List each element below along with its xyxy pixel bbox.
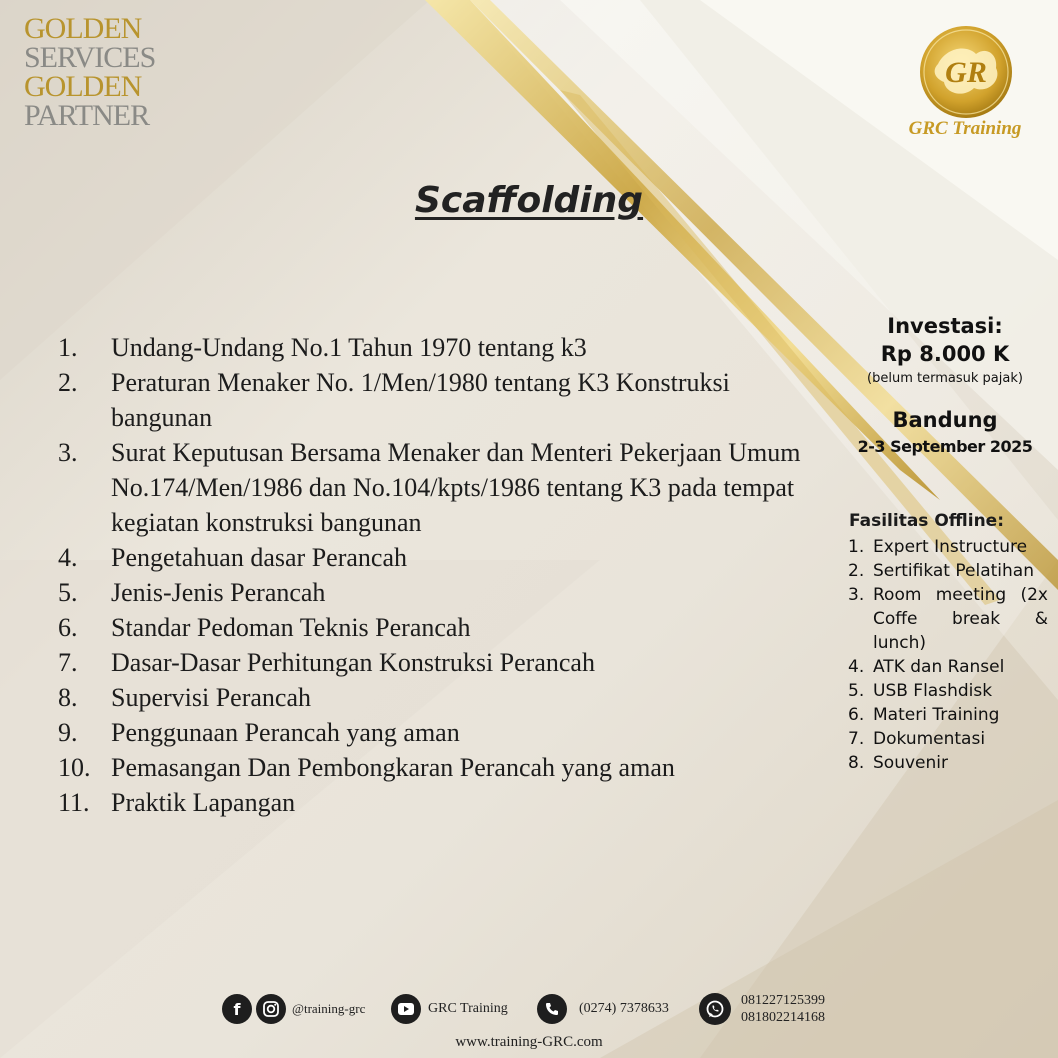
facility-text: Dokumentasi <box>873 729 986 749</box>
website-link[interactable]: www.training-GRC.com <box>455 1034 603 1050</box>
topic-number: 9. <box>58 718 78 747</box>
golden-services-brand <box>24 14 155 130</box>
brand-line-2: SERVICES <box>24 41 156 74</box>
whatsapp-number-2[interactable]: 081802214168 <box>741 1010 825 1025</box>
topic-number: 11. <box>58 788 90 817</box>
topic-number: 4. <box>58 543 78 572</box>
topic-text: Jenis-Jenis Perancah <box>111 578 326 607</box>
whatsapp-icon[interactable] <box>699 993 731 1025</box>
topic-number: 8. <box>58 683 78 712</box>
facility-number: 5. <box>848 681 865 701</box>
topic-item <box>58 715 828 750</box>
investment-note: (belum termasuk pajak) <box>867 371 1023 386</box>
topic-item <box>58 785 828 820</box>
facility-number: 8. <box>848 753 865 773</box>
facility-number: 1. <box>848 537 865 557</box>
topic-number: 7. <box>58 648 78 677</box>
grc-training-logo-text: GRC Training <box>908 118 1022 139</box>
topic-text: Supervisi Perancah <box>111 683 312 712</box>
topic-list <box>58 330 828 820</box>
grc-globe-logo-icon <box>916 24 1016 120</box>
topic-item <box>58 750 828 785</box>
topic-item <box>58 435 828 540</box>
topic-text: Pemasangan Dan Pembongkaran Perancah yang aman <box>111 753 675 782</box>
facility-text: Materi Training <box>873 705 1000 725</box>
facility-item <box>848 751 1048 775</box>
facilities-title: Fasilitas Offline: <box>849 511 1005 531</box>
facility-text: Sertifikat Pelatihan <box>873 561 1034 581</box>
topic-item <box>58 330 828 365</box>
topic-text: Undang-Undang No.1 Tahun 1970 tentang k3 <box>111 333 587 362</box>
topic-number: 3. <box>58 438 78 467</box>
brand-line-1: GOLDEN <box>24 12 142 45</box>
topic-text: Surat Keputusan Bersama Menaker dan Menteri Pekerjaan Umum No.174/Men/1986 dan No.104/kpts/1986 tentang K3 pada tempat kegiatan konstruksi bangunan <box>111 438 801 537</box>
phone-icon[interactable] <box>537 994 567 1024</box>
social-handle[interactable]: @training-grc <box>292 1001 366 1016</box>
instagram-icon[interactable] <box>256 994 286 1024</box>
facility-number: 6. <box>848 705 865 725</box>
topic-number: 1. <box>58 333 78 362</box>
facility-item <box>848 727 1048 751</box>
brand-line-4: PARTNER <box>24 99 150 132</box>
facility-number: 2. <box>848 561 865 581</box>
facility-text: Expert Instructure <box>873 537 1028 557</box>
topic-item <box>58 540 828 575</box>
facility-text: ATK dan Ransel <box>873 657 1005 677</box>
youtube-channel[interactable]: GRC Training <box>428 1001 508 1016</box>
facility-number: 4. <box>848 657 865 677</box>
event-date: 2-3 September 2025 <box>857 437 1033 456</box>
facility-number: 7. <box>848 729 865 749</box>
topic-item <box>58 610 828 645</box>
facility-item <box>848 583 1048 655</box>
page-title: Scaffolding <box>414 180 644 221</box>
topic-item <box>58 365 828 435</box>
event-city: Bandung <box>892 408 998 432</box>
facilities-list <box>848 535 1048 775</box>
investment-price: Rp 8.000 K <box>880 342 1010 366</box>
facility-number: 3. <box>848 585 865 605</box>
topic-text: Dasar-Dasar Perhitungan Konstruksi Perancah <box>111 648 595 677</box>
whatsapp-group <box>699 992 825 1026</box>
facility-text: Room meeting (2x Coffe break & lunch) <box>873 585 1048 653</box>
topic-item <box>58 645 828 680</box>
youtube-group <box>391 992 508 1026</box>
topic-text: Standar Pedoman Teknis Perancah <box>111 613 471 642</box>
topic-text: Peraturan Menaker No. 1/Men/1980 tentang K3 Konstruksi bangunan <box>111 368 730 432</box>
topic-item <box>58 680 828 715</box>
svg-text:GR: GR <box>945 56 987 89</box>
topic-number: 10. <box>58 753 91 782</box>
social-group <box>222 992 365 1026</box>
facility-item <box>848 559 1048 583</box>
youtube-icon[interactable] <box>391 994 421 1024</box>
facility-item <box>848 535 1048 559</box>
facebook-icon[interactable]: f <box>222 994 252 1024</box>
topic-text: Praktik Lapangan <box>111 788 296 817</box>
topic-text: Pengetahuan dasar Perancah <box>111 543 407 572</box>
topic-text: Penggunaan Perancah yang aman <box>111 718 460 747</box>
facility-item <box>848 679 1048 703</box>
facility-item <box>848 703 1048 727</box>
facility-text: USB Flashdisk <box>873 681 993 701</box>
topic-number: 2. <box>58 368 78 397</box>
investment-label: Investasi: <box>887 314 1003 338</box>
topic-item <box>58 575 828 610</box>
phone-group <box>537 992 669 1026</box>
topic-number: 6. <box>58 613 78 642</box>
phone-number[interactable]: (0274) 7378633 <box>579 1001 669 1016</box>
facility-item <box>848 655 1048 679</box>
topic-number: 5. <box>58 578 78 607</box>
whatsapp-number-1[interactable]: 081227125399 <box>741 993 825 1008</box>
facility-text: Souvenir <box>873 753 948 773</box>
brand-line-3: GOLDEN <box>24 70 142 103</box>
